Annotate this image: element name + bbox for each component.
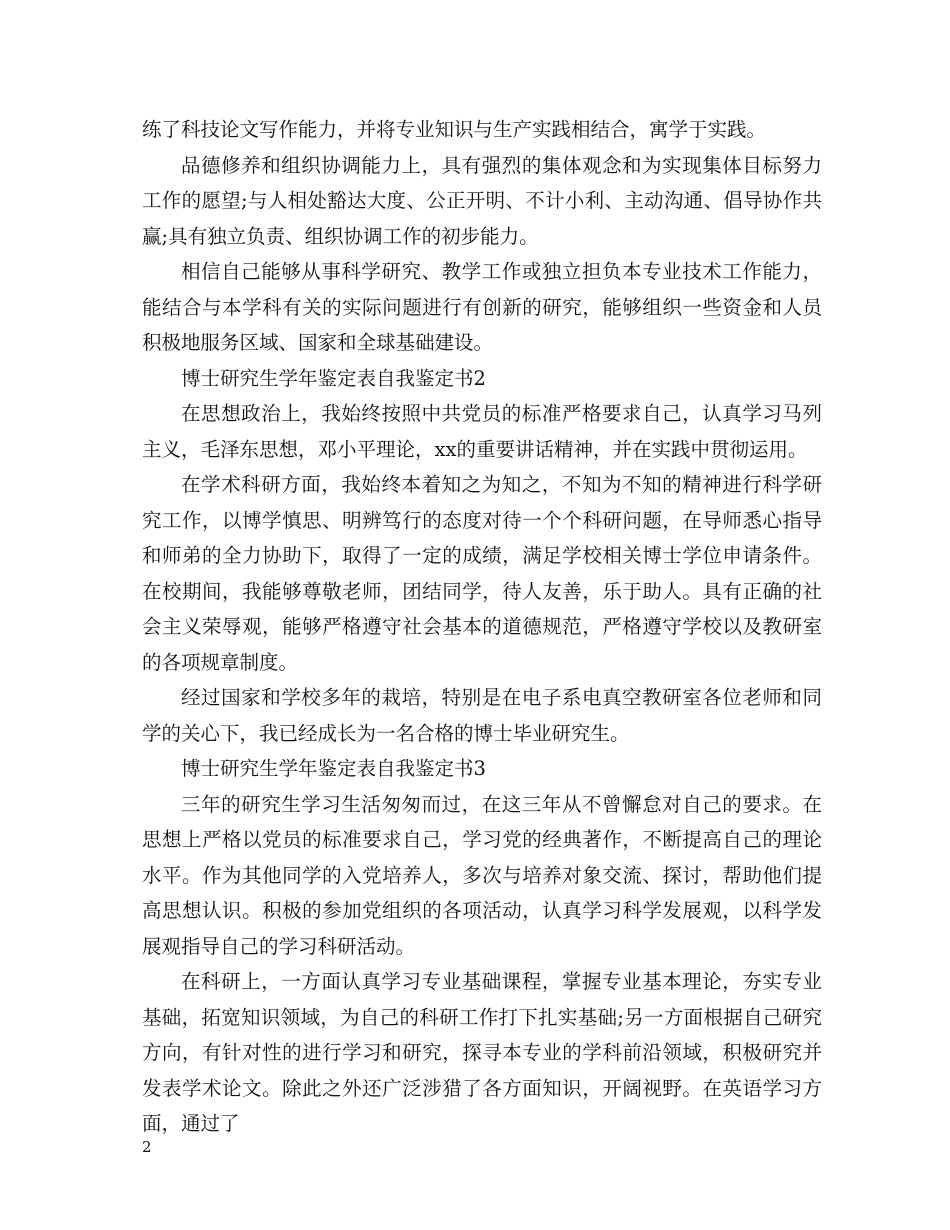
paragraph-5: 在学术科研方面，我始终本着知之为知之，不知为不知的精神进行科学研究工作，以博学慎思、明辨笃行的态度对待一个个科研问题，在导师悉心指导和师弟的全力协助下，取得了一定的成绩，满足学校相关博士学位申请条件。 在校期间，我能够尊敬老师，团结同学，待人友善，乐于助人。具有正确的社会主义荣辱观，能够严格遵守社会基本的道德规范，严格遵守学校以及教研室的各项规章制度。 [142, 473, 822, 674]
document-body [142, 112, 822, 1142]
paragraph-7: 三年的研究生学习生活匆匆而过，在这三年从不曾懈怠对自己的要求。在思想上严格以党员的标准要求自己，学习党的经典著作，不断提高自己的理论水平。作为其他同学的入党培养人，多次与培养对象交流、探讨，帮助他们提高思想认识。积极的参加党组织的各项活动，认真学习科学发展观，以科学发展观指导自己的学习科研活动。 [142, 792, 822, 958]
paragraph-8: 在科研上，一方面认真学习专业基础课程，掌握专业基本理论，夯实专业基础，拓宽知识领域，为自己的科研工作打下扎实基础;另一方面根据自己研究方向，有针对性的进行学习和研究，探寻本专业的学科前沿领域，积极研究并发表学术论文。除此之外还广泛涉猎了各方面知识，开阔视野。在英语学习方面，通过了 [142, 970, 822, 1135]
paragraph-1: 练了科技论文写作能力，并将专业知识与生产实践相结合，寓学于实践。 [142, 118, 767, 141]
section-heading-3: 博士研究生学年鉴定表自我鉴定书3 [181, 757, 486, 780]
page-number: 2 [142, 1138, 152, 1156]
paragraph-4: 在思想政治上，我始终按照中共党员的标准严格要求自己，认真学习马列主义，毛泽东思想，邓小平理论，xx的重要讲话精神，并在实践中贯彻运用。 [142, 402, 822, 461]
paragraph-2: 品德修养和组织协调能力上，具有强烈的集体观念和为实现集体目标努力工作的愿望;与人相处豁达大度、公正开明、不计小利、主动沟通、倡导协作共赢;具有独立负责、组织协调工作的初步能力。 [142, 153, 822, 248]
section-heading-2: 博士研究生学年鉴定表自我鉴定书2 [181, 366, 486, 390]
paragraph-3: 相信自己能够从事科学研究、教学工作或独立担负本专业技术工作能力，能结合与本学科有关的实际问题进行有创新的研究，能够组织一些资金和人员积极地服务区域、国家和全球基础建设。 [142, 260, 822, 354]
paragraph-6: 经过国家和学校多年的栽培，特别是在电子系电真空教研室各位老师和同学的关心下，我已经成长为一名合格的博士毕业研究生。 [142, 686, 822, 745]
